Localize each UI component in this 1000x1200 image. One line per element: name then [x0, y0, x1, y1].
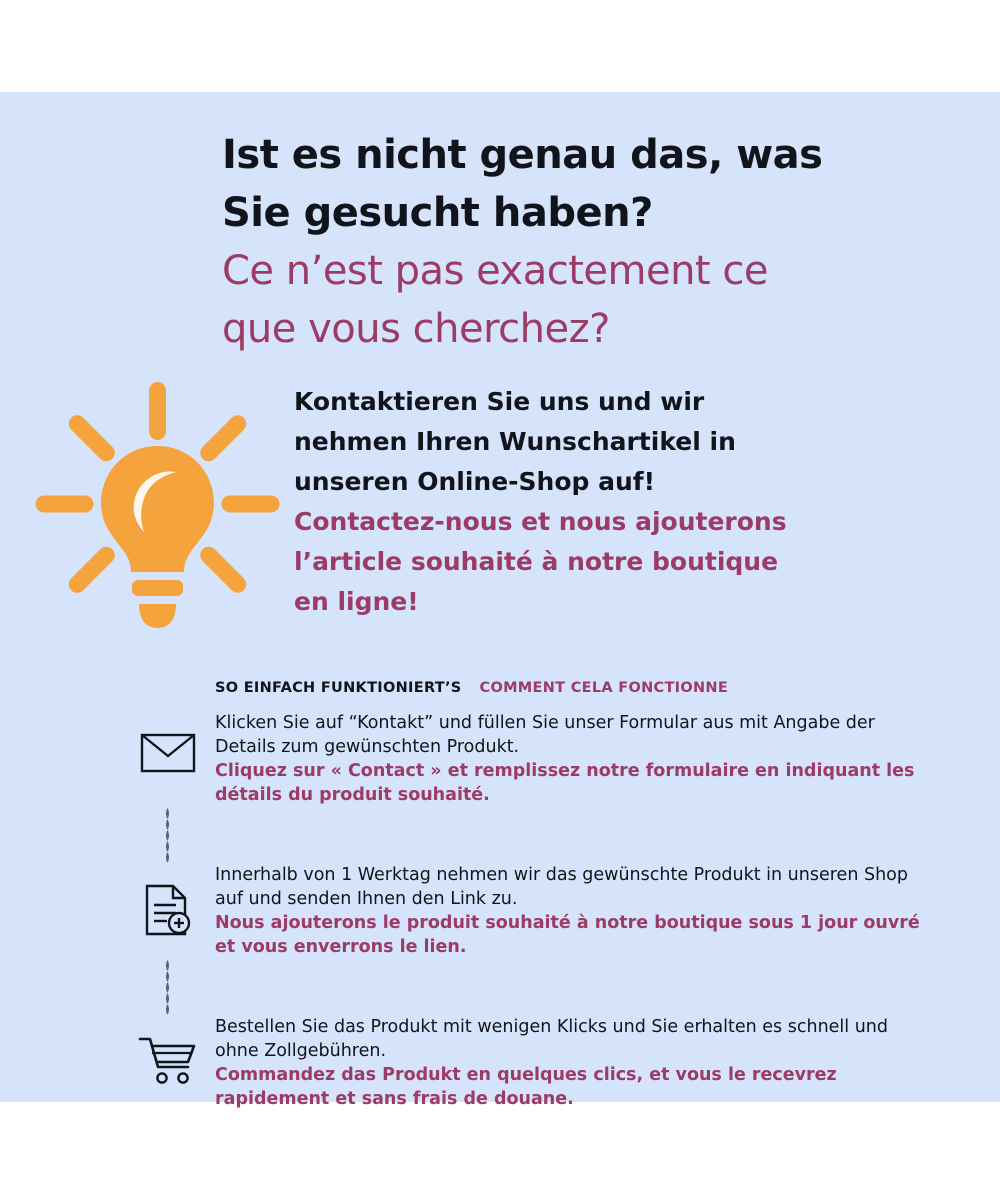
headline-fr-line1: Ce n’est pas exactement ce [222, 248, 768, 294]
step-de-text: Bestellen Sie das Produkt mit wenigen Klicks und Sie erhalten es schnell und ohne Zollgebühren. [215, 1016, 889, 1061]
subhead-block [294, 382, 914, 622]
subhead-fr-line3: en ligne! [294, 587, 419, 616]
step-text [215, 710, 930, 808]
list-item [120, 1014, 930, 1112]
step-fr-text: Cliquez sur « Contact » et remplissez notre formulaire en indiquant les détails du produit souhaité. [215, 760, 915, 805]
headline-block [222, 126, 942, 358]
document-add-icon [143, 884, 193, 936]
step-connector [120, 960, 215, 1014]
step-icon-wrap [120, 1014, 215, 1084]
subhead-de-line3: unseren Online-Shop auf! [294, 467, 656, 496]
headline-de-line2: Sie gesucht haben? [222, 190, 653, 236]
step-icon-wrap [120, 710, 215, 774]
step-fr-text: Commandez das Produkt en quelques clics, et vous le recevrez rapidement et sans frais de douane. [215, 1064, 837, 1109]
shopping-cart-icon [138, 1036, 198, 1084]
step-fr-text: Nous ajouterons le produit souhaité à notre boutique sous 1 jour ouvré et vous enverrons le lien. [215, 912, 920, 957]
list-item [120, 710, 930, 808]
step-connector [120, 808, 215, 862]
step-text [215, 862, 930, 960]
subhead-de-line1: Kontaktieren Sie uns und wir [294, 387, 705, 416]
subhead-de-line2: nehmen Ihren Wunschartikel in [294, 427, 736, 456]
subhead-fr-line2: l’article souhaité à notre boutique [294, 547, 779, 576]
list-item [120, 862, 930, 960]
lightbulb-icon [35, 382, 280, 642]
steps-list [120, 710, 930, 1112]
headline-fr-line2: que vous cherchez? [222, 306, 610, 352]
envelope-icon [140, 732, 196, 774]
how-it-works-de: SO EINFACH FUNKTIONIERT’S [215, 680, 462, 696]
headline-de-line1: Ist es nicht genau das, was [222, 132, 823, 178]
how-it-works-fr: COMMENT CELA FONCTIONNE [479, 680, 729, 696]
step-de-text: Klicken Sie auf “Kontakt” und füllen Sie unser Formular aus mit Angabe der Details zum gewünschten Produkt. [215, 713, 875, 757]
step-icon-wrap [120, 862, 215, 936]
how-it-works-header [215, 680, 728, 696]
step-de-text: Innerhalb von 1 Werktag nehmen wir das gewünschte Produkt in unseren Shop auf und senden Ihnen den Link zu. [215, 864, 908, 909]
step-text [215, 1014, 930, 1112]
lightbulb-illustration [35, 382, 280, 642]
subhead-fr-line1: Contactez-nous et nous ajouterons [294, 507, 787, 536]
